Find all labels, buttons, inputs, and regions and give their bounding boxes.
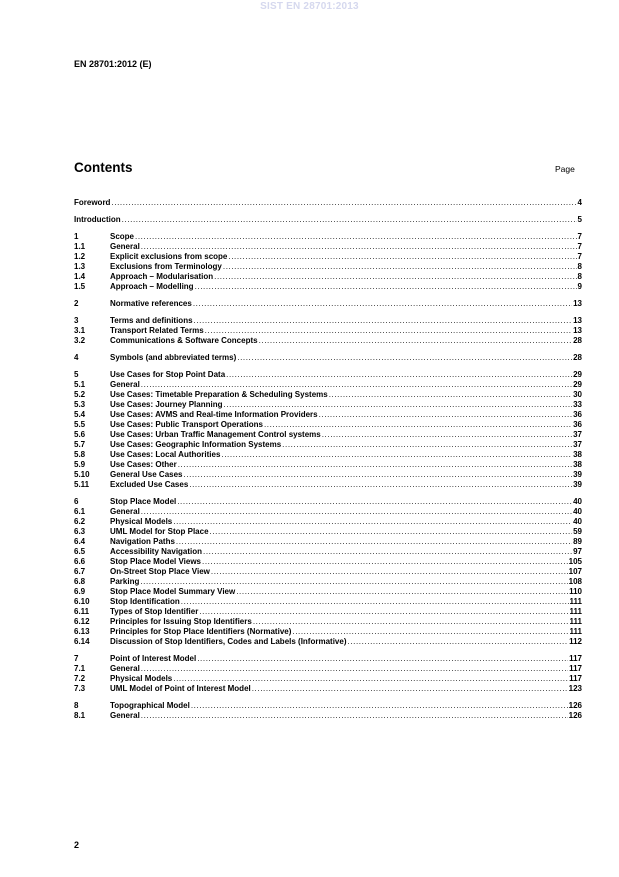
toc-entry-line xyxy=(110,326,582,336)
dot-leader xyxy=(141,242,577,252)
dot-leader xyxy=(173,517,572,527)
toc-entry-page[interactable]: 39 xyxy=(573,480,582,489)
toc-entry[interactable] xyxy=(74,232,582,242)
toc-entry-line xyxy=(110,262,582,272)
toc-entry-number: 5.3 xyxy=(74,400,86,409)
toc-entry[interactable] xyxy=(74,400,582,410)
toc-entry-line xyxy=(74,198,582,208)
dot-leader xyxy=(184,470,573,480)
dot-leader xyxy=(199,607,568,617)
toc-entry-page[interactable]: 29 xyxy=(573,370,582,379)
toc-entry-page[interactable]: 33 xyxy=(573,400,582,409)
dot-leader xyxy=(197,654,568,664)
toc-entry-number: 6.8 xyxy=(74,577,86,586)
toc-entry-page[interactable]: 111 xyxy=(569,607,582,616)
toc-entry-page[interactable]: 36 xyxy=(573,410,582,419)
toc-entry[interactable] xyxy=(74,252,582,262)
toc-entry-page[interactable]: 111 xyxy=(569,597,582,606)
toc-entry[interactable] xyxy=(74,497,582,507)
dot-leader xyxy=(178,460,572,470)
toc-entry-number: 5.10 xyxy=(74,470,90,479)
dot-leader xyxy=(202,557,568,567)
toc-entry-number: 1.2 xyxy=(74,252,86,261)
toc-entry-line xyxy=(110,480,582,490)
toc-entry-page[interactable]: 36 xyxy=(573,420,582,429)
toc-entry-number: 6 xyxy=(74,497,79,506)
toc-entry-page[interactable]: 28 xyxy=(573,353,582,362)
toc-entry-line xyxy=(110,567,582,577)
toc-entry-title[interactable]: Transport Related Terms xyxy=(110,326,204,335)
dot-leader xyxy=(193,299,572,309)
toc-entry[interactable] xyxy=(74,299,582,309)
dot-leader xyxy=(252,684,568,694)
toc-entry-title[interactable]: Exclusions from Terminology xyxy=(110,262,222,271)
toc-entry-page[interactable]: 39 xyxy=(573,470,582,479)
toc-entry-number: 6.5 xyxy=(74,547,86,556)
toc-entry-page[interactable]: 40 xyxy=(573,517,582,526)
toc-entry-title[interactable]: Symbols (and abbreviated terms) xyxy=(110,353,237,362)
dot-leader xyxy=(141,711,568,721)
toc-entry-title[interactable]: Introduction xyxy=(74,215,121,224)
toc-entry-page[interactable]: 123 xyxy=(568,684,582,693)
toc-entry[interactable] xyxy=(74,567,582,577)
toc-entry-title[interactable]: UML Model of Point of Interest Model xyxy=(110,684,251,693)
toc-entry-title[interactable]: General xyxy=(110,380,140,389)
toc-entry-line xyxy=(110,517,582,527)
toc-entry-page[interactable]: 126 xyxy=(568,701,582,710)
toc-entry-title[interactable]: Communications & Software Concepts xyxy=(110,336,258,345)
dot-leader xyxy=(223,262,577,272)
toc-entry-line xyxy=(110,232,582,242)
dot-leader xyxy=(194,316,573,326)
toc-entry-line xyxy=(110,353,582,363)
dot-leader xyxy=(176,537,572,547)
toc-entry-title[interactable]: Types of Stop Identifier xyxy=(110,607,199,616)
toc-entry-number: 6.4 xyxy=(74,537,86,546)
toc-entry-line xyxy=(110,617,582,627)
dot-leader xyxy=(141,507,572,517)
toc-entry[interactable] xyxy=(74,440,582,450)
toc-entry-line xyxy=(110,460,582,470)
toc-entry-line xyxy=(110,597,582,607)
dot-leader xyxy=(173,674,568,684)
toc-entry-line xyxy=(110,627,582,637)
toc-entry-number: 6.3 xyxy=(74,527,86,536)
toc-entry-line xyxy=(110,711,582,721)
toc-entry-number: 1.5 xyxy=(74,282,86,291)
dot-leader xyxy=(181,597,569,607)
toc-entry-number: 8 xyxy=(74,701,79,710)
dot-leader xyxy=(177,497,572,507)
toc-entry-title[interactable]: Use Cases: Public Transport Operations xyxy=(110,420,263,429)
toc-entry-line xyxy=(110,450,582,460)
toc-entry-number: 3 xyxy=(74,316,79,325)
toc-entry-title[interactable]: Approach – Modularisation xyxy=(110,272,214,281)
toc-entry-line xyxy=(110,410,582,420)
dot-leader xyxy=(347,637,568,647)
toc-entry-number: 3.1 xyxy=(74,326,86,335)
toc-entry-page[interactable]: 40 xyxy=(573,497,582,506)
toc-entry-number: 5.5 xyxy=(74,420,86,429)
dot-leader xyxy=(122,215,577,225)
toc-entry-page[interactable]: 111 xyxy=(569,617,582,626)
toc-entry-line xyxy=(110,497,582,507)
toc-entry-title[interactable]: General Use Cases xyxy=(110,470,183,479)
toc-entry[interactable] xyxy=(74,597,582,607)
toc-entry-page[interactable]: 28 xyxy=(573,336,582,345)
toc-entry-page[interactable]: 7 xyxy=(577,232,582,241)
toc-entry-page[interactable]: 8 xyxy=(577,262,582,271)
toc-entry-page[interactable]: 117 xyxy=(569,654,582,663)
toc-entry[interactable] xyxy=(74,684,582,694)
toc-entry-number: 5.8 xyxy=(74,450,86,459)
contents-title: Contents xyxy=(74,160,133,175)
toc-entry-title[interactable]: Stop Place Model Views xyxy=(110,557,201,566)
dot-leader xyxy=(329,390,572,400)
dot-leader xyxy=(141,380,572,390)
toc-entry-title[interactable]: Terms and definitions xyxy=(110,316,193,325)
toc-entry-page[interactable]: 40 xyxy=(573,507,582,516)
toc-entry-line xyxy=(110,527,582,537)
toc-entry-line xyxy=(110,430,582,440)
toc-entry-title[interactable]: Physical Models xyxy=(110,674,173,683)
toc-entry[interactable] xyxy=(74,701,582,711)
toc-entry-number: 5.11 xyxy=(74,480,90,489)
toc-entry[interactable] xyxy=(74,242,582,252)
toc-entry-title[interactable]: General xyxy=(110,664,140,673)
toc-entry-title[interactable]: Use Cases: Geographic Information Systems xyxy=(110,440,282,449)
toc-entry-line xyxy=(110,674,582,684)
toc-entry-line xyxy=(110,316,582,326)
toc-entry-page[interactable]: 107 xyxy=(568,567,582,576)
toc-entry[interactable] xyxy=(74,272,582,282)
toc-entry-number: 2 xyxy=(74,299,79,308)
toc-entry-title[interactable]: Normative references xyxy=(110,299,192,308)
toc-entry[interactable] xyxy=(74,577,582,587)
toc-entry[interactable] xyxy=(74,507,582,517)
toc-entry-title[interactable]: Topographical Model xyxy=(110,701,190,710)
toc-entry[interactable] xyxy=(74,460,582,470)
toc-entry-line xyxy=(110,557,582,567)
toc-entry-line xyxy=(110,470,582,480)
toc-entry-number: 5.1 xyxy=(74,380,86,389)
toc-entry-page[interactable]: 7 xyxy=(577,242,582,251)
toc-entry-number: 6.7 xyxy=(74,567,86,576)
watermark: SIST EN 28701:2013 xyxy=(260,1,359,12)
toc-entry-page[interactable]: 8 xyxy=(577,272,582,281)
dot-leader xyxy=(203,547,572,557)
toc-entry-line xyxy=(110,587,582,597)
toc-entry-page[interactable]: 110 xyxy=(569,587,582,596)
toc-entry-number: 3.2 xyxy=(74,336,86,345)
toc-entry-title[interactable]: Use Cases for Stop Point Data xyxy=(110,370,226,379)
toc-entry-page[interactable]: 38 xyxy=(573,460,582,469)
toc-entry-number: 1 xyxy=(74,232,79,241)
toc-entry[interactable] xyxy=(74,664,582,674)
toc-entry-title[interactable]: Use Cases: Local Authorities xyxy=(110,450,221,459)
toc-entry-number: 7 xyxy=(74,654,79,663)
toc-entry[interactable] xyxy=(74,674,582,684)
toc-entry-title[interactable]: Discussion of Stop Identifiers, Codes and Labels (Informative) xyxy=(110,637,347,646)
toc-entry-number: 5.6 xyxy=(74,430,86,439)
toc-entry-page[interactable]: 37 xyxy=(573,440,582,449)
toc-entry-page[interactable]: 97 xyxy=(573,547,582,556)
toc-entry-number: 6.11 xyxy=(74,607,90,616)
toc-entry-page[interactable]: 105 xyxy=(568,557,582,566)
dot-leader xyxy=(236,587,568,597)
toc-entry-line xyxy=(110,252,582,262)
toc-entry-number: 5.9 xyxy=(74,460,86,469)
dot-leader xyxy=(237,353,572,363)
dot-leader xyxy=(140,577,567,587)
toc-entry-line xyxy=(110,701,582,711)
toc-entry-title[interactable]: General xyxy=(110,507,140,516)
toc-entry-page[interactable]: 9 xyxy=(577,282,582,291)
toc-entry-line xyxy=(110,637,582,647)
toc-entry-title[interactable]: Stop Identification xyxy=(110,597,180,606)
toc-entry-line xyxy=(110,400,582,410)
toc-entry-title[interactable]: Use Cases: Other xyxy=(110,460,177,469)
toc-entry-page[interactable]: 29 xyxy=(573,380,582,389)
toc-entry-line xyxy=(74,215,582,225)
toc-entry-line xyxy=(110,537,582,547)
toc-entry-line xyxy=(110,282,582,292)
dot-leader xyxy=(259,336,573,346)
toc-entry-page[interactable]: 4 xyxy=(577,198,582,207)
toc-entry-page[interactable]: 37 xyxy=(573,430,582,439)
toc-entry[interactable] xyxy=(74,557,582,567)
page-number: 2 xyxy=(74,840,80,850)
toc-entry-line xyxy=(110,577,582,587)
toc-entry-line xyxy=(110,440,582,450)
toc-entry-number: 1.3 xyxy=(74,262,86,271)
toc-entry-number: 5.4 xyxy=(74,410,86,419)
toc-entry-line xyxy=(110,380,582,390)
toc-entry-title[interactable]: Principles for Stop Place Identifiers (Normative) xyxy=(110,627,292,636)
toc-entry-number: 6.1 xyxy=(74,507,86,516)
toc-entry[interactable] xyxy=(74,637,582,647)
toc-entry-line xyxy=(110,336,582,346)
toc-entry-title[interactable]: Use Cases: Urban Traffic Management Control systems xyxy=(110,430,321,439)
toc-entry[interactable] xyxy=(74,450,582,460)
dot-leader xyxy=(292,627,568,637)
toc-entry-title[interactable]: Scope xyxy=(110,232,135,241)
toc-entry-line xyxy=(110,507,582,517)
toc-entry-number: 6.10 xyxy=(74,597,90,606)
dot-leader xyxy=(253,617,569,627)
toc-entry[interactable] xyxy=(74,410,582,420)
toc-entry[interactable] xyxy=(74,370,582,380)
toc-entry-line xyxy=(110,654,582,664)
toc-entry-number: 5 xyxy=(74,370,79,379)
toc-entry[interactable] xyxy=(74,547,582,557)
toc-entry[interactable] xyxy=(74,420,582,430)
toc-entry[interactable] xyxy=(74,470,582,480)
toc-entry-page[interactable]: 59 xyxy=(573,527,582,536)
toc-entry-page[interactable]: 13 xyxy=(573,326,582,335)
toc-entry-title[interactable]: Use Cases: AVMS and Real-time Information Providers xyxy=(110,410,318,419)
toc-entry-page[interactable]: 13 xyxy=(573,316,582,325)
toc-entry-line xyxy=(110,664,582,674)
toc-entry-line xyxy=(110,299,582,309)
toc-entry-line xyxy=(110,390,582,400)
toc-entry-line xyxy=(110,607,582,617)
toc-entry[interactable] xyxy=(74,262,582,272)
dot-leader xyxy=(221,450,572,460)
toc-entry[interactable] xyxy=(74,517,582,527)
dot-leader xyxy=(111,198,576,208)
toc-entry-number: 7.2 xyxy=(74,674,86,683)
dot-leader xyxy=(214,272,576,282)
toc-entry[interactable] xyxy=(74,390,582,400)
toc-entry[interactable] xyxy=(74,282,582,292)
toc-entry-number: 6.2 xyxy=(74,517,86,526)
toc-entry-page[interactable]: 5 xyxy=(577,215,582,224)
toc-entry-title[interactable]: Approach – Modelling xyxy=(110,282,194,291)
toc-entry-title[interactable]: Use Cases: Timetable Preparation & Scheduling Systems xyxy=(110,390,328,399)
toc-entry-page[interactable]: 126 xyxy=(568,711,582,720)
toc-entry-title[interactable]: Explicit exclusions from scope xyxy=(110,252,228,261)
toc-entry[interactable] xyxy=(74,654,582,664)
dot-leader xyxy=(223,400,572,410)
toc-entry-title[interactable]: Parking xyxy=(110,577,140,586)
toc-entry-page[interactable]: 108 xyxy=(568,577,582,586)
toc-entry-title[interactable]: Navigation Paths xyxy=(110,537,175,546)
toc-entry-page[interactable]: 112 xyxy=(569,637,582,646)
toc-entry[interactable] xyxy=(74,627,582,637)
dot-leader xyxy=(226,370,572,380)
toc-entry[interactable] xyxy=(74,326,582,336)
toc-entry-line xyxy=(110,272,582,282)
toc-entry[interactable] xyxy=(74,380,582,390)
toc-entry-page[interactable]: 30 xyxy=(573,390,582,399)
toc-entry-page[interactable]: 38 xyxy=(573,450,582,459)
toc-entry-title[interactable]: Stop Place Model Summary View xyxy=(110,587,236,596)
dot-leader xyxy=(205,326,572,336)
dot-leader xyxy=(322,430,572,440)
toc-entry-line xyxy=(110,547,582,557)
toc-entry-page[interactable]: 117 xyxy=(569,674,582,683)
toc-entry[interactable] xyxy=(74,537,582,547)
dot-leader xyxy=(319,410,572,420)
toc-entry-page[interactable]: 7 xyxy=(577,252,582,261)
toc-entry-line xyxy=(110,684,582,694)
toc-entry-number: 6.6 xyxy=(74,557,86,566)
toc-entry-number: 5.7 xyxy=(74,440,86,449)
toc-entry-title[interactable]: Use Cases: Journey Planning xyxy=(110,400,223,409)
toc-entry-page[interactable]: 117 xyxy=(569,664,582,673)
toc-entry-title[interactable]: Excluded Use Cases xyxy=(110,480,189,489)
toc-entry[interactable] xyxy=(74,215,582,225)
toc-entry-page[interactable]: 13 xyxy=(573,299,582,308)
toc-entry-page[interactable]: 89 xyxy=(573,537,582,546)
toc-entry[interactable] xyxy=(74,711,582,721)
toc-entry-number: 6.13 xyxy=(74,627,90,636)
toc-entry-title[interactable]: General xyxy=(110,242,140,251)
toc-entry-number: 8.1 xyxy=(74,711,86,720)
toc-entry[interactable] xyxy=(74,587,582,597)
dot-leader xyxy=(228,252,576,262)
toc-entry-number: 5.2 xyxy=(74,390,86,399)
toc-entry-line xyxy=(110,242,582,252)
toc-entry-title[interactable]: On-Street Stop Place View xyxy=(110,567,210,576)
toc-entry-number: 7.1 xyxy=(74,664,86,673)
dot-leader xyxy=(135,232,577,242)
toc-entry-number: 1.1 xyxy=(74,242,86,251)
toc-entry[interactable] xyxy=(74,316,582,326)
dot-leader xyxy=(141,664,568,674)
dot-leader xyxy=(195,282,577,292)
toc-entry-title[interactable]: Accessibility Navigation xyxy=(110,547,203,556)
toc-entry-number: 6.9 xyxy=(74,587,86,596)
toc-entry-title[interactable]: Physical Models xyxy=(110,517,173,526)
toc-entry-title[interactable]: Point of Interest Model xyxy=(110,654,197,663)
toc-entry[interactable] xyxy=(74,480,582,490)
toc-entry-title[interactable]: Foreword xyxy=(74,198,111,207)
dot-leader xyxy=(191,701,568,711)
toc-entry-number: 6.12 xyxy=(74,617,90,626)
toc-entry[interactable] xyxy=(74,617,582,627)
toc-entry-line xyxy=(110,420,582,430)
toc-entry-number: 1.4 xyxy=(74,272,86,281)
toc-entry[interactable] xyxy=(74,607,582,617)
dot-leader xyxy=(282,440,572,450)
table-of-contents xyxy=(74,198,582,721)
toc-entry-title[interactable]: Stop Place Model xyxy=(110,497,177,506)
toc-entry-number: 7.3 xyxy=(74,684,86,693)
toc-entry-number: 6.14 xyxy=(74,637,90,646)
toc-entry[interactable] xyxy=(74,198,582,208)
toc-entry[interactable] xyxy=(74,353,582,363)
dot-leader xyxy=(210,527,573,537)
dot-leader xyxy=(189,480,572,490)
document-id: EN 28701:2012 (E) xyxy=(74,59,152,69)
dot-leader xyxy=(211,567,568,577)
toc-entry-number: 4 xyxy=(74,353,79,362)
dot-leader xyxy=(264,420,572,430)
toc-entry-page[interactable]: 111 xyxy=(569,627,582,636)
toc-entry-title[interactable]: General xyxy=(110,711,140,720)
toc-entry[interactable] xyxy=(74,336,582,346)
toc-entry-title[interactable]: UML Model for Stop Place xyxy=(110,527,209,536)
toc-entry-line xyxy=(110,370,582,380)
toc-entry[interactable] xyxy=(74,430,582,440)
toc-entry[interactable] xyxy=(74,527,582,537)
page-column-label: Page xyxy=(555,164,575,174)
toc-entry-title[interactable]: Principles for Issuing Stop Identifiers xyxy=(110,617,252,626)
